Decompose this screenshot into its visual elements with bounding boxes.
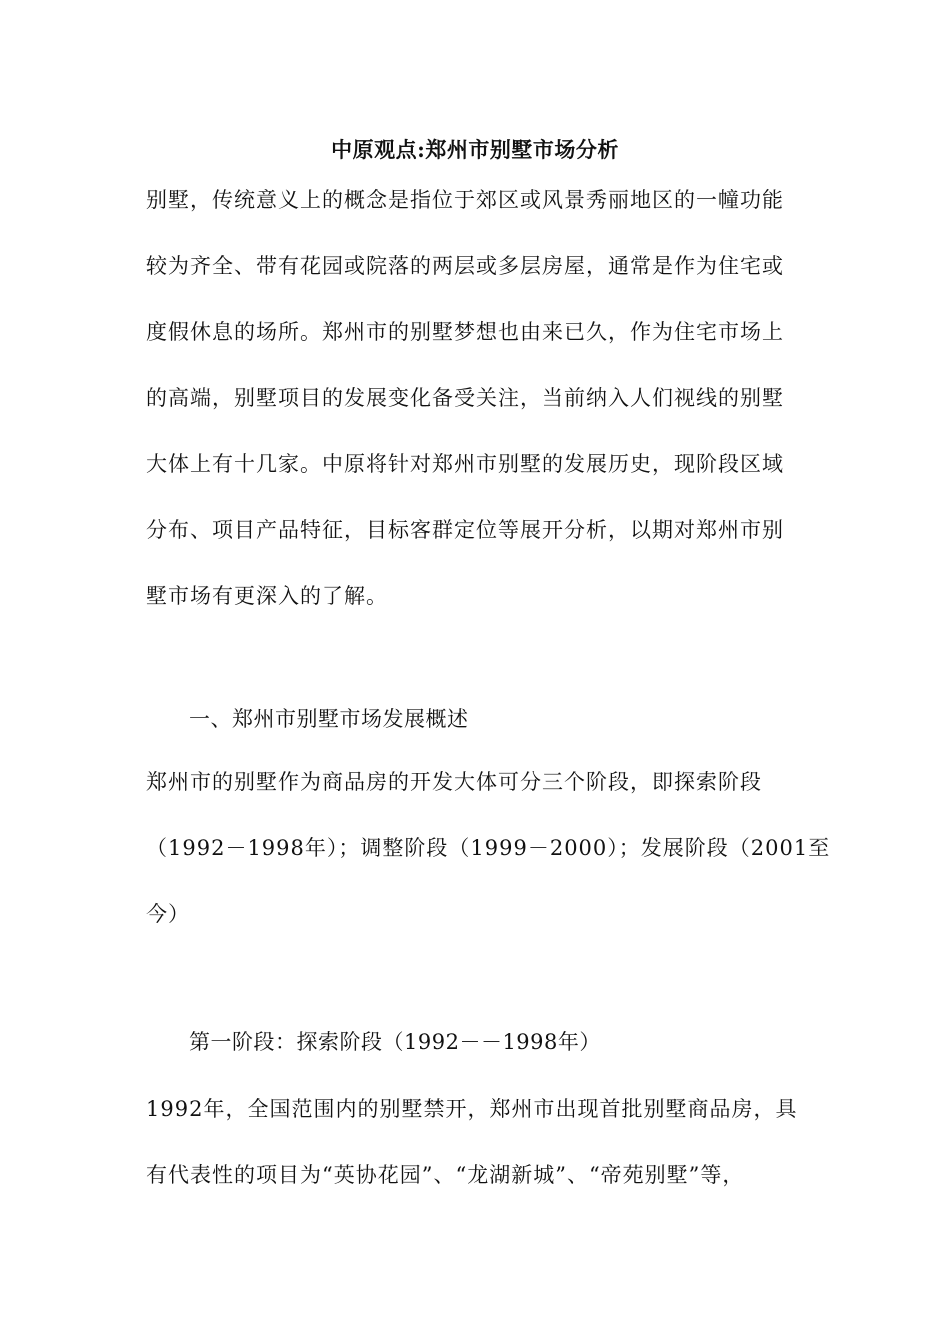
text-line: 1992年，全国范围内的别墅禁开，郑州市出现首批别墅商品房，具 [146,1097,798,1121]
stage-paragraph [146,1076,806,1208]
text-line: 大体上有十几家。中原将针对郑州市别墅的发展历史，现阶段区域 [146,452,784,476]
intro-paragraph [146,167,806,629]
subsection-heading: 第一阶段：探索阶段（1992－－1998年） [189,1030,601,1054]
text-line: 郑州市的别墅作为商品房的开发大体可分三个阶段，即探索阶段 [146,770,762,794]
text-line: 有代表性的项目为“英协花园”、“龙湖新城”、“帝苑别墅”等， [146,1163,745,1187]
text-line: 今） [146,902,190,926]
text-line: 较为齐全、带有花园或院落的两层或多层房屋，通常是作为住宅或 [146,254,784,278]
text-line: （1992－1998年）；调整阶段（1999－2000）；发展阶段（2001至 [146,836,831,860]
text-line: 别墅，传统意义上的概念是指位于郊区或风景秀丽地区的一幢功能 [146,188,784,212]
text-line: 度假休息的场所。郑州市的别墅梦想也由来已久，作为住宅市场上 [146,320,784,344]
document-title: 中原观点:郑州市别墅市场分析 [331,137,619,162]
text-line: 分布、项目产品特征，目标客群定位等展开分析，以期对郑州市别 [146,518,784,542]
text-line: 墅市场有更深入的了解。 [146,584,388,608]
text-line: 的高端，别墅项目的发展变化备受关注，当前纳入人们视线的别墅 [146,386,784,410]
section-heading: 一、郑州市别墅市场发展概述 [189,707,469,731]
section-paragraph [146,749,831,947]
